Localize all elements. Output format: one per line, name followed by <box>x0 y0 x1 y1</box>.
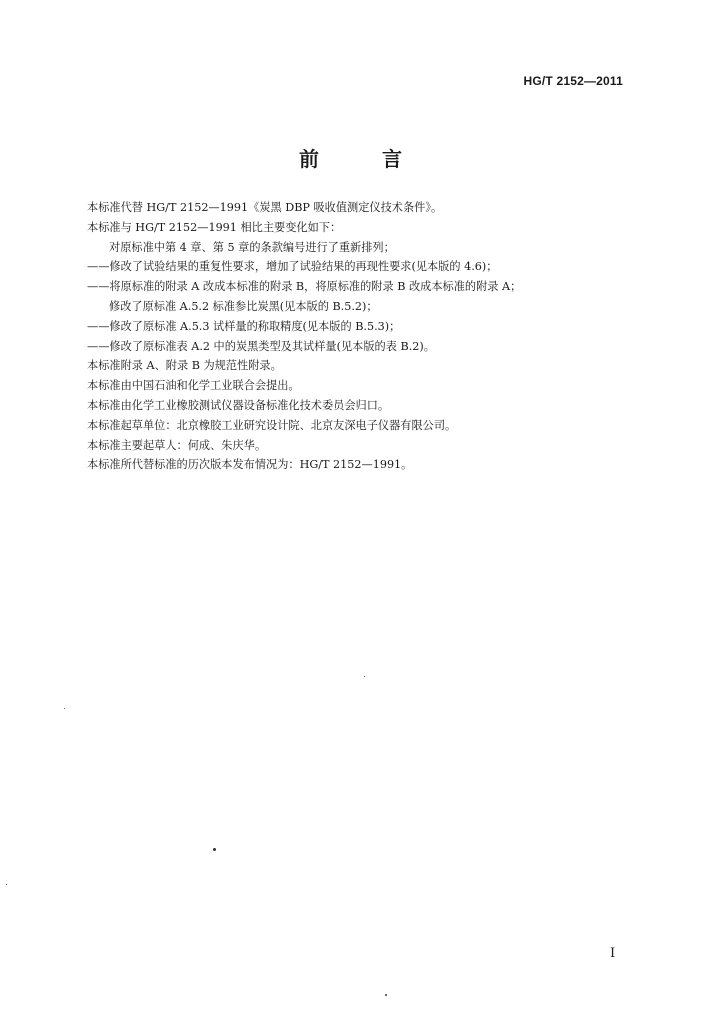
foreword-line: ——修改了原标准表 A.2 中的炭黑类型及其试样量(见本版的表 B.2)。 <box>87 339 435 353</box>
scan-speck <box>6 884 7 885</box>
standard-code: HG/T 2152—2011 <box>523 74 623 88</box>
foreword-line: 对原标准中第 4 章、第 5 章的条款编号进行了重新排列； <box>109 240 395 254</box>
page-title: 前 言 <box>299 147 430 171</box>
foreword-line: 本标准附录 A、附录 B 为规范性附录。 <box>87 359 282 373</box>
foreword-body <box>87 198 627 475</box>
foreword-line: ——将原标准的附录 A 改成本标准的附录 B，将原标准的附录 B 改成本标准的附录 A； <box>87 280 522 294</box>
foreword-line: ——修改了试验结果的重复性要求，增加了试验结果的再现性要求(见本版的 4.6)； <box>87 260 498 274</box>
scan-speck <box>364 676 365 677</box>
foreword-line: 本标准起草单位：北京橡胶工业研究设计院、北京友深电子仪器有限公司。 <box>87 418 457 432</box>
foreword-line: 本标准代替 HG/T 2152—1991《炭黑 DBP 吸收值测定仪技术条件》。 <box>87 201 443 214</box>
foreword-line: 修改了原标准 A.5.2 标准参比炭黑(见本版的 B.5.2)； <box>109 299 378 313</box>
foreword-line: 本标准主要起草人：何成、朱庆华。 <box>87 438 267 452</box>
foreword-line: ——修改了原标准 A.5.3 试样量的称取精度(见本版的 B.5.3)； <box>87 319 401 333</box>
foreword-line: 本标准与 HG/T 2152—1991 相比主要变化如下： <box>87 220 342 234</box>
foreword-line: 本标准由化学工业橡胶测试仪器设备标准化技术委员会归口。 <box>87 398 390 412</box>
foreword-line: 本标准所代替标准的历次版本发布情况为：HG/T 2152—1991。 <box>87 458 413 472</box>
foreword-line: 本标准由中国石油和化学工业联合会提出。 <box>87 379 300 393</box>
scan-speck <box>64 708 65 709</box>
scan-speck <box>385 994 387 996</box>
page-number: I <box>610 946 616 961</box>
scan-speck <box>213 848 216 851</box>
